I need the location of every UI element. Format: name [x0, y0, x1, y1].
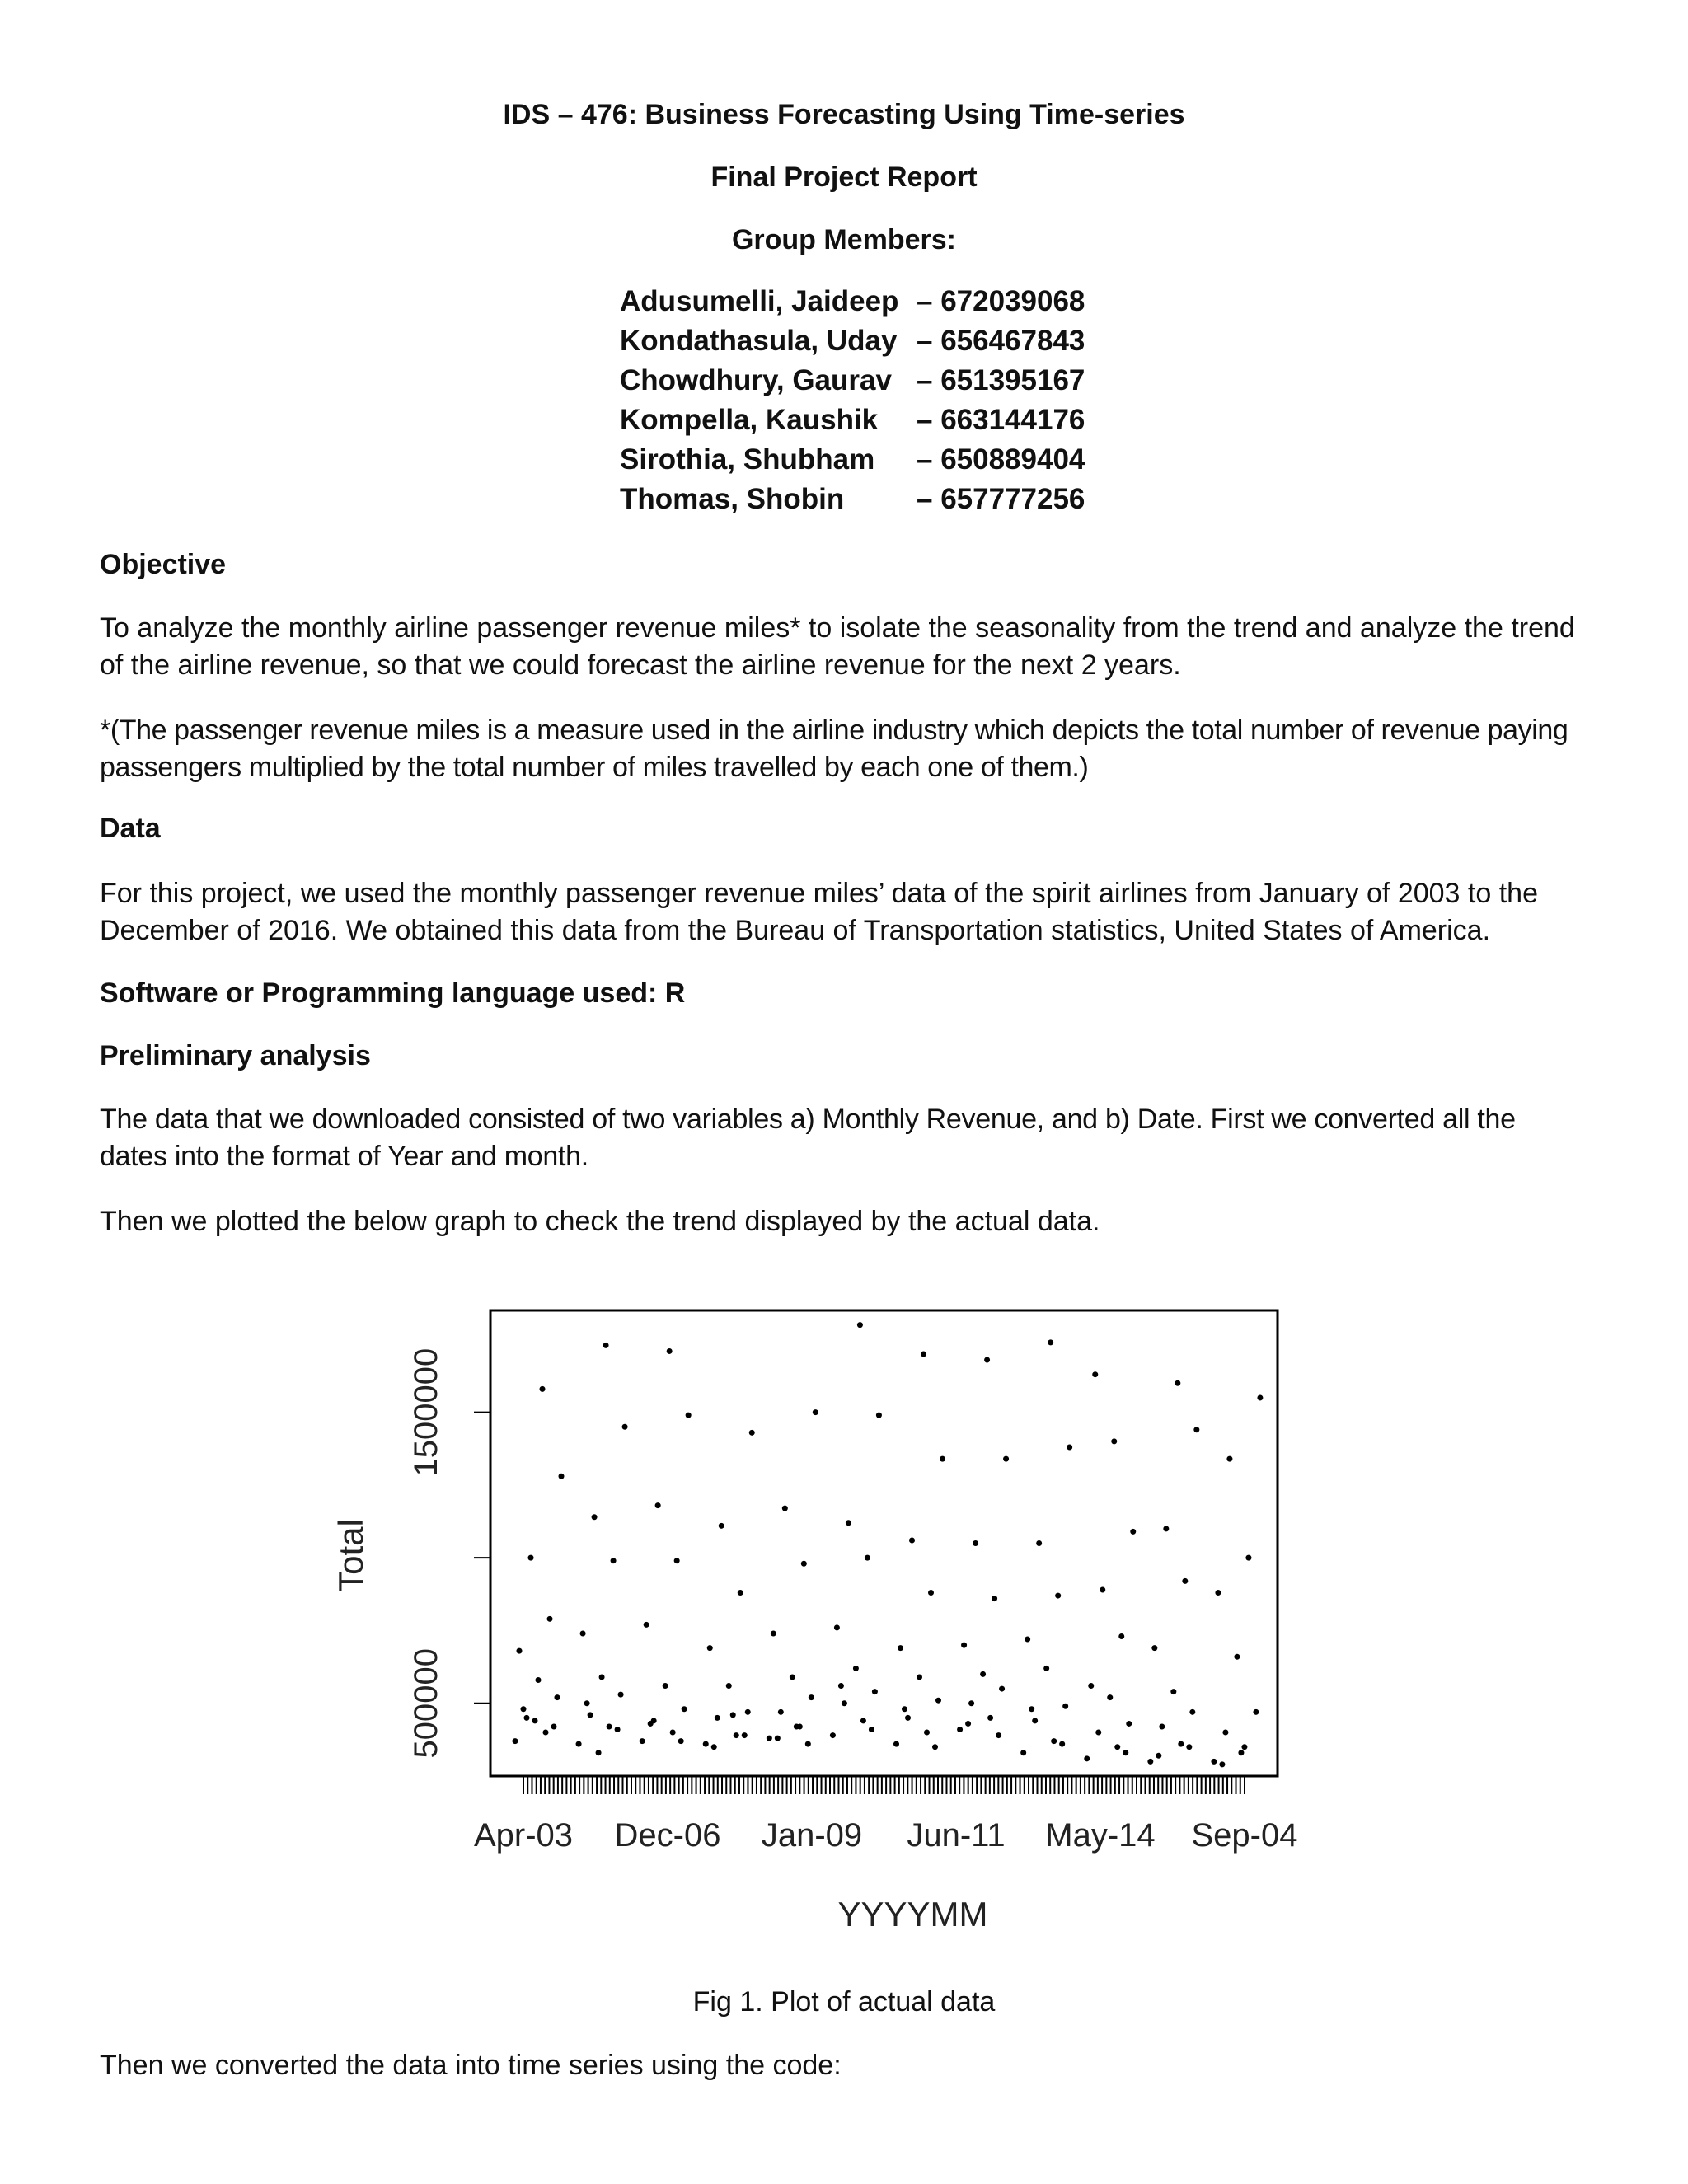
data-point — [984, 1357, 990, 1363]
data-point — [559, 1474, 565, 1479]
data-point — [992, 1596, 997, 1601]
scatter-chart — [313, 1298, 1302, 1949]
objective-heading: Objective — [100, 549, 227, 580]
data-point — [1123, 1750, 1128, 1755]
data-point — [1107, 1694, 1113, 1700]
data-point — [1003, 1456, 1009, 1462]
member-id: – 657777256 — [917, 483, 1085, 515]
data-point — [1238, 1750, 1244, 1755]
data-point — [532, 1718, 538, 1723]
data-point — [860, 1718, 866, 1723]
data-point — [1020, 1750, 1026, 1755]
software-heading: Software or Programming language used: R — [100, 977, 686, 1009]
data-point — [1130, 1529, 1136, 1535]
data-point — [869, 1727, 874, 1732]
data-point — [940, 1456, 945, 1462]
data-point — [576, 1741, 582, 1747]
data-point — [771, 1630, 776, 1636]
course-title: IDS – 476: Business Forecasting Using Time-series — [503, 99, 1185, 130]
member-id: – 650889404 — [917, 443, 1085, 476]
data-point — [749, 1430, 755, 1436]
data-point — [674, 1558, 680, 1563]
data-point — [730, 1712, 736, 1718]
data-point — [543, 1730, 549, 1736]
data-point — [1147, 1759, 1153, 1765]
data-point — [1186, 1744, 1192, 1750]
member-name: Thomas, Shobin — [620, 483, 845, 515]
prelim-paragraph: The data that we downloaded consisted of two variables a) Monthly Revenue, and b) Date. First we converted all the dates into the format of Year and month. — [100, 1104, 1516, 1172]
data-point — [644, 1622, 649, 1628]
x-axis-label: YYYYMM — [837, 1895, 988, 1933]
y-axis-label: Total — [331, 1519, 370, 1592]
data-point — [968, 1700, 974, 1706]
prelim-heading: Preliminary analysis — [100, 1040, 371, 1071]
data-point — [536, 1677, 542, 1683]
x-tick-label: Sep-04 — [1191, 1817, 1298, 1854]
members-list — [620, 282, 1085, 519]
data-point — [893, 1741, 899, 1747]
data-point — [513, 1738, 518, 1744]
data-point — [1100, 1587, 1105, 1593]
data-point — [778, 1709, 784, 1715]
data-point — [767, 1736, 772, 1741]
data-point — [782, 1506, 788, 1511]
data-point — [1182, 1578, 1188, 1584]
data-point — [618, 1692, 624, 1698]
data-point — [961, 1643, 967, 1648]
data-point — [842, 1700, 847, 1706]
data-point — [1178, 1741, 1184, 1747]
data-point — [973, 1540, 978, 1546]
data-point — [1215, 1590, 1221, 1596]
data-point — [872, 1689, 878, 1694]
figure-caption: Fig 1. Plot of actual data — [692, 1986, 996, 2018]
data-point — [682, 1706, 687, 1712]
member-row — [620, 321, 1085, 361]
footnote-paragraph: *(The passenger revenue miles is a measure used in the airline industry which depicts the total number of revenue paying passengers multiplied by the total number of miles travelled by each one of them.) — [100, 715, 1568, 783]
data-point — [592, 1514, 598, 1520]
data-point — [521, 1706, 527, 1712]
data-point — [1189, 1709, 1195, 1715]
data-point — [932, 1744, 938, 1750]
data-point — [1175, 1380, 1180, 1386]
member-name: Adusumelli, Jaideep — [620, 285, 899, 317]
data-point — [853, 1666, 859, 1671]
data-point — [1219, 1761, 1225, 1767]
data-point — [928, 1590, 934, 1596]
data-point — [603, 1343, 609, 1348]
data-point — [987, 1715, 993, 1721]
data-point — [935, 1698, 941, 1704]
data-point — [1156, 1753, 1161, 1759]
data-point — [528, 1555, 534, 1561]
data-point — [596, 1750, 602, 1755]
data-point — [1114, 1744, 1120, 1750]
data-point — [580, 1630, 586, 1636]
y-tick-label: 1500000 — [408, 1347, 444, 1477]
data-point — [898, 1645, 903, 1651]
data-point — [790, 1674, 795, 1680]
data-point — [965, 1721, 971, 1727]
data-point — [655, 1502, 661, 1508]
data-point — [1163, 1526, 1169, 1531]
member-row — [620, 401, 1085, 440]
data-point — [667, 1348, 673, 1354]
data-point — [615, 1727, 621, 1732]
data-point — [715, 1715, 720, 1721]
data-point — [678, 1738, 684, 1744]
data-point — [648, 1721, 654, 1727]
data-point — [1025, 1637, 1030, 1643]
data-point — [1048, 1339, 1053, 1345]
data-point — [707, 1645, 713, 1651]
data-point — [551, 1723, 557, 1729]
data-point — [599, 1674, 605, 1680]
data-point — [1051, 1738, 1057, 1744]
data-point — [517, 1648, 523, 1654]
member-id: – 656467843 — [917, 325, 1085, 357]
data-point — [801, 1561, 807, 1567]
data-point — [917, 1674, 922, 1680]
data-point — [1257, 1394, 1263, 1400]
objective-paragraph: To analyze the monthly airline passenger revenue miles* to isolate the seasonality from the trend and analyze the trend of the airline revenue, so that we could forecast the airline revenue for the next 2 years. — [100, 612, 1575, 681]
data-point — [921, 1351, 926, 1357]
member-name: Kondathasula, Uday — [620, 325, 898, 357]
member-name: Kompella, Kaushik — [620, 404, 879, 436]
data-point — [1126, 1721, 1132, 1727]
data-point — [1032, 1718, 1038, 1723]
data-point — [588, 1712, 593, 1718]
data-point — [1170, 1689, 1176, 1694]
member-name: Chowdhury, Gaurav — [620, 364, 892, 396]
data-point — [555, 1694, 560, 1700]
member-row — [620, 440, 1085, 480]
data-point — [838, 1683, 844, 1689]
data-point — [745, 1709, 751, 1715]
data-point — [1118, 1633, 1124, 1639]
data-point — [805, 1741, 811, 1747]
data-point — [775, 1736, 781, 1741]
data-point — [999, 1686, 1005, 1692]
data-heading: Data — [100, 813, 161, 844]
data-point — [902, 1706, 907, 1712]
x-tick-label: May-14 — [1045, 1817, 1156, 1854]
data-point — [957, 1727, 963, 1732]
data-point — [1234, 1654, 1240, 1660]
data-point — [686, 1413, 692, 1418]
data-point — [734, 1732, 739, 1738]
report-title: Final Project Report — [710, 162, 978, 193]
member-id: – 651395167 — [917, 364, 1085, 396]
data-point — [1084, 1755, 1090, 1761]
data-point — [540, 1386, 546, 1392]
data-point — [1029, 1706, 1034, 1712]
member-row — [620, 361, 1085, 401]
data-point — [909, 1537, 915, 1543]
data-point — [1222, 1730, 1228, 1736]
data-point — [830, 1732, 836, 1738]
data-point — [1159, 1723, 1165, 1729]
data-point — [924, 1730, 930, 1736]
data-point — [809, 1694, 814, 1700]
data-point — [611, 1558, 617, 1563]
data-point — [711, 1744, 717, 1750]
data-point — [857, 1322, 863, 1328]
data-point — [980, 1671, 986, 1677]
data-paragraph: For this project, we used the monthly passenger revenue miles’ data of the spirit airlines from January of 2003 to the December of 2016. We obtained this data from the Bureau of Transportation statistics, United States of America. — [100, 878, 1538, 946]
data-point — [1193, 1427, 1199, 1432]
data-point — [1059, 1741, 1065, 1747]
data-point — [1226, 1456, 1232, 1462]
data-point — [584, 1700, 590, 1706]
data-point — [876, 1413, 882, 1418]
data-point — [1092, 1371, 1098, 1377]
data-point — [738, 1590, 743, 1596]
data-point — [794, 1723, 799, 1729]
data-point — [547, 1616, 553, 1622]
data-point — [663, 1683, 668, 1689]
data-point — [703, 1741, 709, 1747]
member-id: – 672039068 — [917, 285, 1085, 317]
data-point — [1043, 1666, 1049, 1671]
data-point — [607, 1723, 612, 1729]
data-point — [865, 1555, 870, 1561]
data-point — [1151, 1645, 1157, 1651]
plotted-paragraph: Then we plotted the below graph to check the trend displayed by the actual data. — [100, 1206, 1100, 1237]
member-name: Sirothia, Shubham — [620, 443, 875, 476]
data-point — [742, 1732, 748, 1738]
member-id: – 663144176 — [917, 404, 1085, 436]
data-point — [524, 1715, 530, 1721]
data-point — [1067, 1444, 1072, 1450]
x-tick-label: Jan-09 — [761, 1817, 863, 1854]
data-point — [1245, 1555, 1251, 1561]
data-point — [1062, 1704, 1068, 1709]
members-label: Group Members: — [731, 224, 957, 255]
data-point — [1111, 1438, 1117, 1444]
data-point — [846, 1520, 851, 1526]
data-point — [1036, 1540, 1042, 1546]
x-tick-label: Apr-03 — [473, 1817, 574, 1854]
data-point — [996, 1732, 1001, 1738]
member-row — [620, 282, 1085, 321]
data-point — [719, 1523, 724, 1529]
plot-frame — [490, 1310, 1278, 1776]
data-point — [640, 1738, 645, 1744]
data-point — [670, 1730, 676, 1736]
data-point — [834, 1624, 840, 1630]
data-point — [1241, 1744, 1247, 1750]
x-tick-label: Jun-11 — [907, 1817, 1006, 1854]
x-tick-label: Dec-06 — [614, 1817, 721, 1854]
data-point — [813, 1409, 818, 1415]
data-point — [1095, 1730, 1101, 1736]
data-point — [1211, 1759, 1217, 1765]
data-point — [905, 1715, 911, 1721]
data-point — [726, 1683, 732, 1689]
data-point — [1088, 1683, 1094, 1689]
data-point — [1055, 1593, 1061, 1599]
data-point — [1253, 1709, 1259, 1715]
data-point — [622, 1424, 628, 1430]
y-tick-label: 500000 — [408, 1647, 444, 1759]
converted-paragraph: Then we converted the data into time series using the code: — [100, 2050, 842, 2081]
member-row — [620, 480, 1085, 519]
